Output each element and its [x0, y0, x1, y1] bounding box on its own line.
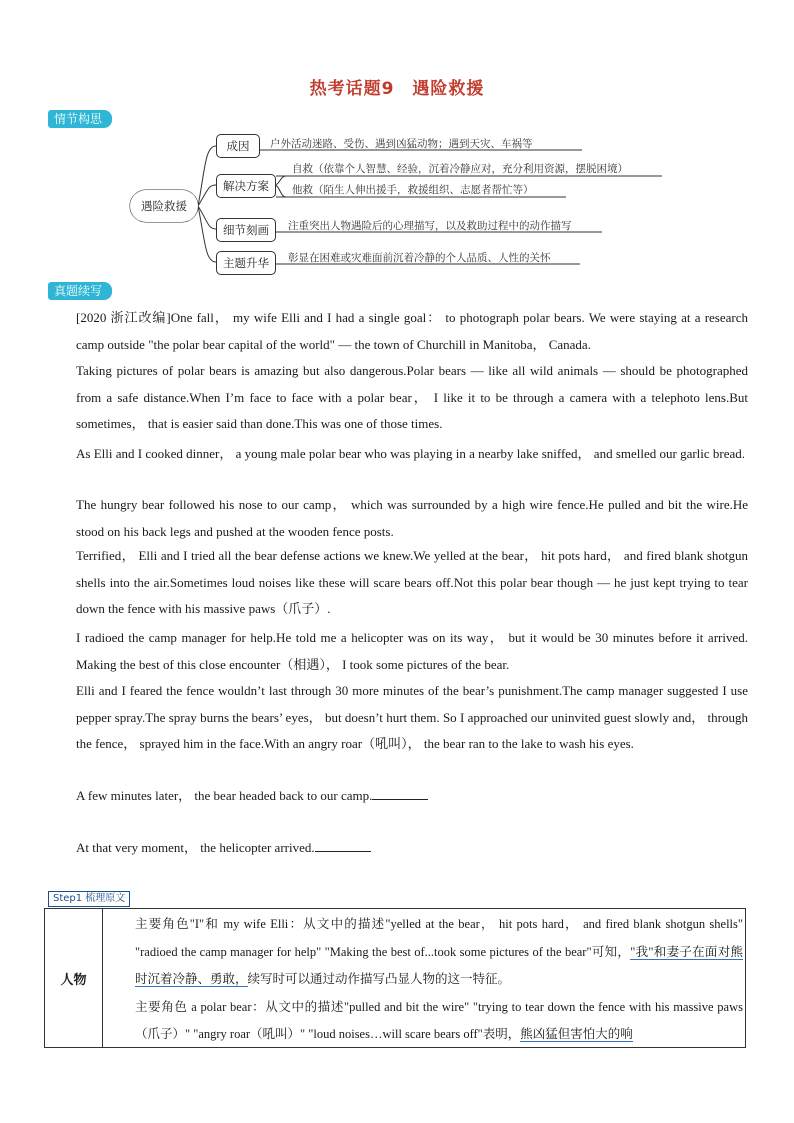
- passage-paragraph: The hungry bear followed his nose to our camp， which was surrounded by a high wire fence.He pulled and bit the wire.He stood on his back legs and pushed at the wooden fence posts.: [76, 497, 748, 539]
- section-tag-plot: 情节构思: [48, 110, 112, 128]
- mindmap-branch-cause: 成因: [216, 134, 260, 158]
- mindmap-theme-text: 彰显在困难或灾难面前沉着冷静的个人品质、人性的关怀: [288, 252, 551, 264]
- page-title: 热考话题9 遇险救援: [309, 79, 485, 99]
- table-row-label: 人物: [45, 909, 103, 1047]
- passage-paragraph: Terrified， Elli and I tried all the bear defense actions we knew.We yelled at the bear， hit pots hard， and fired blank shotgun shells into the air.Sometimes loud noises like these will scare bears off.Not this polar bear though — he just kept trying to tear down the fence with his massive paws（爪子）.: [76, 548, 748, 616]
- mindmap-cause-text: 户外活动迷路、受伤、遇到凶猛动物；遇到天灾、车祸等: [270, 138, 533, 150]
- passage-paragraph: I radioed the camp manager for help.He told me a helicopter was on its way， but it would be 30 minutes before it arrived. Making the best of this close encounter（相遇）， I took some pictures of the bear.: [76, 630, 748, 672]
- mindmap-other-rescue-text: 他救（陌生人伸出援手，救援组织、志愿者帮忙等）: [292, 184, 534, 196]
- section-tag-exam: 真题续写: [48, 282, 112, 300]
- passage-paragraph: As Elli and I cooked dinner， a young male polar bear who was playing in a nearby lake sniffed， and smelled our garlic bread.: [76, 446, 746, 461]
- mindmap-branch-detail: 细节刻画: [216, 218, 276, 242]
- mindmap-self-rescue-text: 自救（依靠个人智慧、经验，沉着冷静应对，充分利用资源，摆脱困境）: [292, 163, 628, 175]
- mindmap-branch-solution: 解决方案: [216, 174, 276, 198]
- passage-paragraph: [2020 浙江改编]One fall， my wife Elli and I had a single goal： to photograph polar bears. We were staying at a research camp outside "the polar bear capital of the world" — the town of Churchill in Manitoba， Canada.: [76, 310, 748, 352]
- passage-paragraph: Taking pictures of polar bears is amazing but also dangerous.Polar bears — like all wild animals — should be photographed from a safe distance.When I’m face to face with a polar bear， I like it to be through a camera with a telephoto lens.But sometimes， that is easier said than done.This was one of those times.: [76, 363, 748, 431]
- table-row-content: 主要角色"I"和 my wife Elli：从文中的描述"yelled at the bear， hit pots hard， and fired blank shotgun shells" "radioed the camp manager for help" "Making the best of...took some pictures of the bear"可知，"我"和妻子在面对熊时沉着冷静、勇敢，续写时可以通过动作描写凸显人物的这一特征。 主要角色 a polar bear：从文中的描述"pulled and bit the wire" "trying to tear down the fence with his massive paws（爪子）" "angry roar（吼叫）" "loud noises…will scare bears off"表明，熊凶猛但害怕大的响: [135, 917, 743, 1041]
- answer-blank[interactable]: [315, 839, 371, 852]
- answer-blank[interactable]: [372, 787, 428, 800]
- passage-paragraph: Elli and I feared the fence wouldn’t last through 30 more minutes of the bear’s punishment.The camp manager suggested I use pepper spray.The spray burns the bears’ eyes， but doesn’t hurt them. So I approached our uninvited guest slowly and， through the fence， sprayed him in the face.With an angry roar（吼叫）， the bear ran to the lake to wash his eyes.: [76, 683, 748, 751]
- mindmap-branch-theme: 主题升华: [216, 251, 276, 275]
- analysis-table: [44, 908, 746, 1048]
- step1-tag: Step1 梳理原文: [48, 891, 130, 907]
- mindmap-detail-text: 注重突出人物遇险后的心理描写，以及救助过程中的动作描写: [288, 220, 572, 232]
- continuation-prompt-1: A few minutes later， the bear headed back to our camp.: [48, 783, 748, 810]
- continuation-prompt-2: At that very moment， the helicopter arrived.: [48, 835, 748, 862]
- mindmap-root: 遇险救援: [130, 190, 198, 222]
